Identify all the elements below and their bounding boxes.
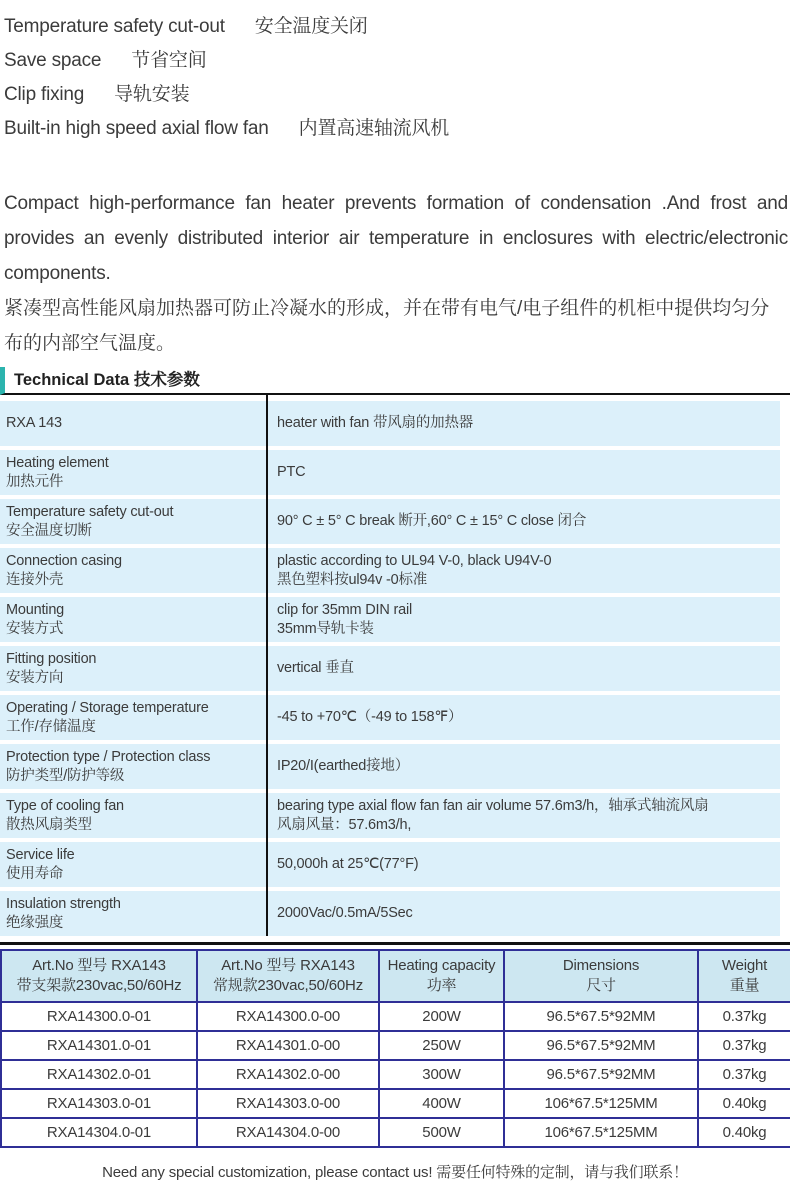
product-table-cell: RXA14304.0-00	[197, 1118, 379, 1147]
tech-label-line: Type of cooling fan	[6, 798, 124, 814]
footer-contact-note: Need any special customization, please contact us! 需要任何特殊的定制，请与我们联系！	[102, 1164, 688, 1181]
header-line-zh: 尺寸	[586, 977, 616, 994]
product-table-header-cell	[197, 950, 379, 1002]
tech-label-line: 散热风扇类型	[6, 816, 92, 833]
product-table-row	[1, 1060, 790, 1089]
tech-label-line: Service life	[6, 847, 75, 863]
product-table-cell: 0.40kg	[698, 1089, 790, 1118]
tech-row-label	[0, 793, 267, 838]
section-heading-technical-data: Technical Data 技术参数	[0, 367, 790, 395]
tech-label-line: Fitting position	[6, 651, 97, 667]
tech-value-line: plastic according to UL94 V-0, black U94V-0	[277, 553, 552, 569]
tech-value-line: 黑色塑料按ul94v -0标准	[277, 571, 428, 588]
feature-item	[4, 10, 790, 44]
tech-row-value	[267, 646, 780, 691]
tech-label-line: Heating element	[6, 455, 109, 471]
description-block	[0, 186, 790, 361]
tech-row	[0, 744, 790, 789]
tech-label-line: Insulation strength	[6, 896, 121, 912]
product-table-cell: RXA14303.0-00	[197, 1089, 379, 1118]
tech-row-value	[267, 793, 780, 838]
feature-en-label: Save space	[4, 50, 102, 71]
tech-row-label	[0, 450, 267, 495]
description-en: Compact high-performance fan heater prevents formation of condensation .And frost and provides an evenly distributed interior air temperature in enclosures with electric/electronic components.	[4, 193, 788, 284]
product-table-header-cell	[504, 950, 698, 1002]
product-table-cell: RXA14301.0-00	[197, 1031, 379, 1060]
tech-row-value	[267, 891, 780, 936]
technical-data-table	[0, 395, 790, 936]
tech-row	[0, 793, 790, 838]
product-table-cell: RXA14302.0-01	[1, 1060, 197, 1089]
header-line-zh: 功率	[426, 977, 457, 994]
product-table-cell: RXA14304.0-01	[1, 1118, 197, 1147]
tech-row-value	[267, 450, 780, 495]
product-table-cell: 0.37kg	[698, 1060, 790, 1089]
feature-item	[4, 78, 790, 112]
tech-label-line: RXA 143	[6, 415, 62, 432]
tech-label-line: 加热元件	[6, 473, 64, 490]
tech-label-line: 安全温度切断	[6, 522, 92, 539]
product-table-body	[1, 1002, 790, 1147]
tech-row-value	[267, 597, 780, 642]
tech-value-line: 2000Vac/0.5mA/5Sec	[277, 905, 413, 922]
product-table-header-cell	[698, 950, 790, 1002]
tech-value-line: -45 to +70℃（-49 to 158℉）	[277, 709, 463, 726]
product-table-cell: RXA14301.0-01	[1, 1031, 197, 1060]
header-line-en: Art.No 型号 RXA143	[221, 957, 355, 974]
header-line-zh: 带支架款230vac,50/60Hz	[16, 977, 182, 994]
header-line-en: Dimensions	[562, 957, 640, 974]
tech-label-line: 使用寿命	[6, 865, 64, 882]
tech-row-label	[0, 597, 267, 642]
tech-row-value	[267, 842, 780, 887]
tech-row	[0, 695, 790, 740]
feature-list	[0, 0, 790, 146]
tech-row-label	[0, 499, 267, 544]
tech-value-line: clip for 35mm DIN rail	[277, 602, 412, 618]
feature-zh-label: 导轨安装	[114, 84, 190, 105]
tech-label-line: Protection type / Protection class	[6, 749, 211, 765]
header-line-zh: 重量	[729, 977, 760, 994]
product-table-row	[1, 1031, 790, 1060]
tech-label-line: Operating / Storage temperature	[6, 700, 209, 716]
tech-row-value	[267, 695, 780, 740]
product-table-cell: 250W	[379, 1031, 504, 1060]
tech-row	[0, 597, 790, 642]
tech-value-line: 50,000h at 25℃(77°F)	[277, 856, 419, 873]
tech-row	[0, 499, 790, 544]
product-order-table	[0, 949, 790, 1148]
header-line-en: Art.No 型号 RXA143	[32, 957, 166, 974]
product-table-header-cell	[1, 950, 197, 1002]
product-table-header-cell	[379, 950, 504, 1002]
tech-row-label	[0, 744, 267, 789]
tech-row-label	[0, 646, 267, 691]
tech-label-line: Mounting	[6, 602, 65, 618]
product-table-cell: RXA14302.0-00	[197, 1060, 379, 1089]
tech-row	[0, 891, 790, 936]
product-table-cell: 96.5*67.5*92MM	[504, 1031, 698, 1060]
tech-label-line: 安装方向	[6, 669, 64, 686]
tech-label-line: 绝缘强度	[6, 914, 64, 931]
tech-label-line: 工作/存储温度	[6, 718, 96, 735]
tech-row	[0, 842, 790, 887]
header-line-en: Weight	[721, 957, 768, 974]
tech-row-value	[267, 744, 780, 789]
feature-item	[4, 112, 790, 146]
feature-en-label: Built-in high speed axial flow fan	[4, 118, 269, 139]
tech-value-line: heater with fan 带风扇的加热器	[277, 415, 474, 432]
product-table-cell: 106*67.5*125MM	[504, 1118, 698, 1147]
tech-row	[0, 401, 790, 446]
separator-rule	[0, 942, 790, 945]
product-table-cell: 106*67.5*125MM	[504, 1089, 698, 1118]
tech-value-line: 风扇风量：57.6m3/h,	[277, 816, 412, 833]
product-table-row	[1, 1118, 790, 1147]
product-table-head	[1, 950, 790, 1002]
feature-en-label: Temperature safety cut-out	[4, 16, 225, 37]
product-table-cell: RXA14300.0-01	[1, 1002, 197, 1031]
tech-value-line: 35mm导轨卡装	[277, 620, 374, 637]
feature-zh-label: 节省空间	[131, 50, 207, 71]
tech-row-value	[267, 499, 780, 544]
tech-row-value	[267, 548, 780, 593]
product-table-cell: 96.5*67.5*92MM	[504, 1060, 698, 1089]
product-table-cell: 400W	[379, 1089, 504, 1118]
tech-row-value	[267, 401, 780, 446]
feature-item	[4, 44, 790, 78]
tech-row-label	[0, 695, 267, 740]
product-table-cell: 500W	[379, 1118, 504, 1147]
product-table-cell: RXA14303.0-01	[1, 1089, 197, 1118]
product-table-row	[1, 1089, 790, 1118]
tech-row-label	[0, 548, 267, 593]
header-line-zh: 常规款230vac,50/60Hz	[212, 977, 363, 994]
tech-row	[0, 450, 790, 495]
tech-row	[0, 646, 790, 691]
table-column-divider	[266, 395, 268, 936]
product-table-row	[1, 1002, 790, 1031]
product-table-cell: 96.5*67.5*92MM	[504, 1002, 698, 1031]
tech-label-line: Connection casing	[6, 553, 122, 569]
tech-value-line: bearing type axial flow fan fan air volume 57.6m3/h，轴承式轴流风扇	[277, 798, 709, 814]
tech-value-line: PTC	[277, 464, 306, 481]
feature-zh-label: 内置高速轴流风机	[298, 118, 450, 139]
feature-zh-label: 安全温度关闭	[254, 16, 368, 37]
tech-row-label	[0, 891, 267, 936]
product-table-cell: RXA14300.0-00	[197, 1002, 379, 1031]
tech-value-line: vertical 垂直	[277, 660, 354, 677]
product-table-header-row	[1, 950, 790, 1002]
tech-row	[0, 548, 790, 593]
tech-label-line: 防护类型/防护等级	[6, 767, 125, 784]
product-table-cell: 0.40kg	[698, 1118, 790, 1147]
tech-row-label	[0, 401, 267, 446]
tech-value-line: IP20/I(earthed接地）	[277, 758, 409, 775]
tech-label-line: 安装方式	[6, 620, 64, 637]
description-zh: 紧凑型高性能风扇加热器可防止冷凝水的形成，并在带有电气/电子组件的机柜中提供均匀分布的内部空气温度。	[4, 298, 770, 354]
tech-row-label	[0, 842, 267, 887]
product-table-cell: 200W	[379, 1002, 504, 1031]
tech-label-line: 连接外壳	[6, 571, 64, 588]
header-line-en: Heating capacity	[387, 957, 496, 974]
tech-value-line: 90° C ± 5° C break 断开,60° C ± 15° C close 闭合	[277, 513, 587, 530]
feature-en-label: Clip fixing	[4, 84, 85, 105]
product-table-cell: 0.37kg	[698, 1031, 790, 1060]
product-table-cell: 300W	[379, 1060, 504, 1089]
product-table-cell: 0.37kg	[698, 1002, 790, 1031]
tech-label-line: Temperature safety cut-out	[6, 504, 174, 520]
